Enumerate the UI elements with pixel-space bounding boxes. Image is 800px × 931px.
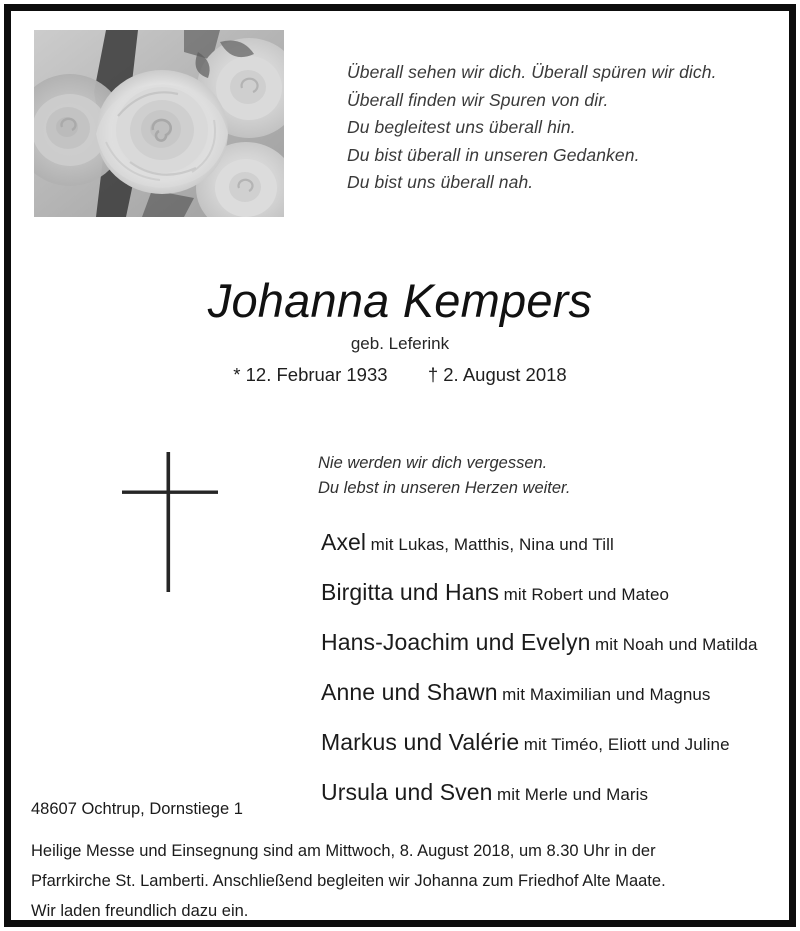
poem-line: Du bist uns überall nah. (347, 172, 534, 192)
family-row (321, 669, 789, 719)
bereaved-family-list (321, 519, 789, 819)
memorial-poem (347, 59, 777, 197)
quote-line: Du lebst in unseren Herzen weiter. (318, 479, 571, 497)
family-row (321, 519, 789, 569)
maiden-name: geb. Leferink (350, 334, 450, 353)
family-row (321, 619, 789, 669)
birth-date: * 12. Februar 1933 (233, 364, 388, 385)
mourning-address: 48607 Ochtrup, Dornstiege 1 (31, 800, 243, 818)
family-with-names: mit Merle und Maris (497, 785, 649, 804)
service-line: Wir laden freundlich dazu ein. (31, 902, 249, 920)
roses-photo-graphic (34, 30, 284, 217)
poem-line: Du begleitest uns überall hin. (347, 117, 576, 137)
family-with-names: mit Noah und Matilda (594, 635, 758, 654)
latin-cross-icon (116, 447, 228, 597)
family-lead-names: Ursula und Sven (321, 779, 493, 805)
family-with-names: mit Lukas, Matthis, Nina und Till (370, 535, 614, 554)
latin-cross-graphic (116, 447, 228, 597)
death-notice-body (11, 11, 789, 920)
poem-line: Du bist überall in unseren Gedanken. (347, 144, 640, 165)
family-with-names: mit Maximilian und Magnus (502, 685, 711, 704)
family-lead-names: Birgitta und Hans (321, 579, 500, 605)
quote-line: Nie werden wir dich vergessen. (318, 454, 548, 472)
family-lead-names: Axel (321, 529, 367, 555)
family-lead-names: Markus und Valérie (321, 729, 520, 755)
death-date: † 2. August 2018 (427, 364, 567, 385)
family-with-names: mit Timéo, Eliott und Juline (523, 735, 730, 754)
service-line: Pfarrkirche St. Lamberti. Anschließend begleiten wir Johanna zum Friedhof Alte Maate. (31, 872, 666, 890)
service-line: Heilige Messe und Einsegnung sind am Mittwoch, 8. August 2018, um 8.30 Uhr in der (31, 842, 656, 860)
family-with-names: mit Robert und Mateo (503, 585, 670, 604)
farewell-quote (318, 451, 758, 501)
deceased-name: Johanna Kempers (207, 274, 593, 327)
poem-line: Überall sehen wir dich. Überall spüren wir dich. (347, 62, 717, 82)
death-notice-frame (4, 4, 796, 927)
poem-line: Überall finden wir Spuren von dir. (347, 89, 609, 110)
family-row (321, 719, 789, 769)
family-row (321, 569, 789, 619)
deceased-name-block (11, 273, 789, 388)
family-lead-names: Hans-Joachim und Evelyn (321, 629, 591, 655)
roses-photo (34, 30, 284, 217)
family-lead-names: Anne und Shawn (321, 679, 498, 705)
funeral-service-details (31, 836, 781, 920)
family-row (321, 769, 789, 819)
life-dates (11, 362, 789, 388)
